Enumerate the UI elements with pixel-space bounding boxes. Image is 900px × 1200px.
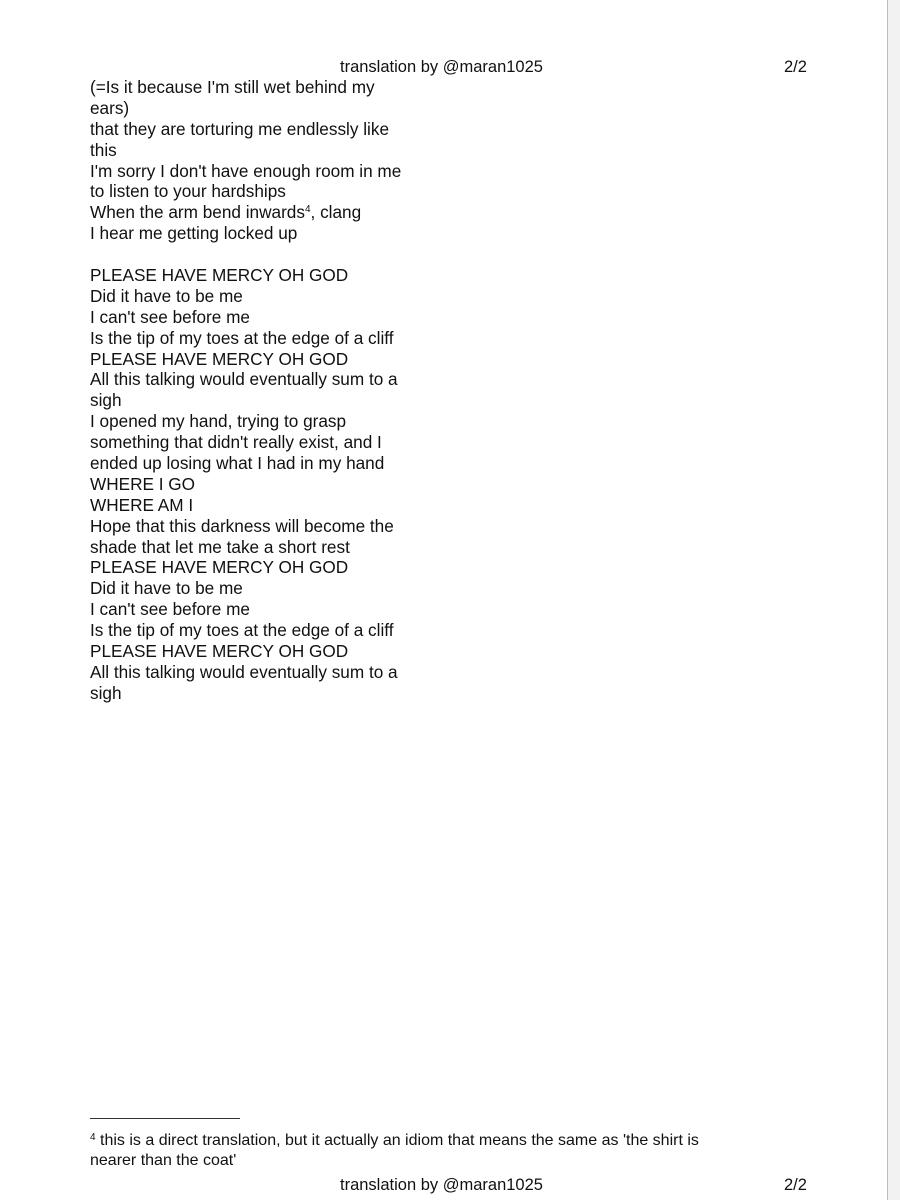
lyric-line — [90, 411, 430, 432]
lyric-text: PLEASE HAVE MERCY OH GOD — [90, 265, 349, 286]
lyric-text: that they are torturing me endlessly like — [90, 118, 390, 139]
header-credit: translation by @maran1025 — [340, 58, 543, 76]
lyric-line — [90, 307, 430, 328]
lyric-line — [90, 181, 430, 202]
lyric-line — [90, 641, 430, 662]
lyric-line — [90, 683, 430, 704]
lyric-text: sigh — [90, 682, 122, 703]
lyric-text: ended up losing what I had in my hand — [90, 453, 385, 474]
footnote-divider — [90, 1118, 240, 1119]
lyric-line — [90, 432, 430, 453]
lyric-text: shade that let me take a short rest — [90, 536, 350, 557]
lyric-line — [90, 453, 430, 474]
lyric-line — [90, 140, 430, 161]
lyric-line — [90, 390, 430, 411]
lyric-line — [90, 516, 430, 537]
lyric-text: Did it have to be me — [90, 578, 243, 599]
footnote-reference: 4 — [304, 204, 311, 216]
lyric-text: I'm sorry I don't have enough room in me — [90, 160, 402, 181]
lyric-line — [90, 265, 430, 286]
lyric-text-continued: , clang — [310, 202, 362, 223]
lyric-line — [90, 161, 430, 182]
header-page-number: 2/2 — [784, 58, 807, 76]
lyric-line — [90, 557, 430, 578]
lyric-line — [90, 495, 430, 516]
footnote-line: nearer than the coat' — [90, 1152, 237, 1169]
lyric-text: (=Is it because I'm still wet behind my — [90, 77, 375, 97]
lyric-line — [90, 369, 430, 390]
lyric-text: Hope that this darkness will become the — [90, 515, 394, 536]
lyric-line — [90, 202, 430, 223]
lyric-line — [90, 474, 430, 495]
lyric-text: Is the tip of my toes at the edge of a cliff — [90, 327, 394, 348]
lyric-text: PLEASE HAVE MERCY OH GOD — [90, 557, 349, 578]
lyric-line — [90, 328, 430, 349]
footer-credit: translation by @maran1025 — [340, 1176, 543, 1194]
lyric-line — [90, 620, 430, 641]
lyric-text: When the arm bend inwards — [90, 202, 305, 223]
lyric-line — [90, 537, 430, 558]
lyric-text: PLEASE HAVE MERCY OH GOD — [90, 641, 349, 662]
lyric-line — [90, 223, 430, 244]
lyric-text: PLEASE HAVE MERCY OH GOD — [90, 348, 349, 369]
lyrics-body — [90, 77, 430, 704]
lyric-text: WHERE AM I — [90, 494, 194, 515]
lyric-text: I opened my hand, trying to grasp — [90, 411, 347, 432]
footer-page-number: 2/2 — [784, 1176, 807, 1194]
lyric-line — [90, 77, 430, 98]
lyric-text: I hear me getting locked up — [90, 223, 298, 244]
lyric-line — [90, 349, 430, 370]
lyric-line — [90, 599, 430, 620]
footnote-marker: 4 — [90, 1132, 96, 1143]
lyric-line — [90, 98, 430, 119]
lyric-text: All this talking would eventually sum to a — [90, 661, 398, 682]
lyric-text: Is the tip of my toes at the edge of a cliff — [90, 620, 394, 641]
lyric-text: Did it have to be me — [90, 285, 243, 306]
lyric-text: ears) — [90, 97, 130, 118]
lyric-text: All this talking would eventually sum to a — [90, 369, 398, 390]
viewer-gutter — [888, 0, 900, 1200]
lyric-text: something that didn't really exist, and I — [90, 432, 382, 453]
lyric-text: I can't see before me — [90, 306, 250, 327]
lyric-line — [90, 119, 430, 140]
lyric-line — [90, 286, 430, 307]
lyric-text: I can't see before me — [90, 599, 250, 620]
lyric-line — [90, 578, 430, 599]
lyric-text: to listen to your hardships — [90, 181, 286, 202]
lyric-line — [90, 662, 430, 683]
lyric-text: WHERE I GO — [90, 473, 196, 494]
footnote — [90, 1131, 810, 1171]
lyric-text: this — [90, 139, 117, 160]
stanza-break — [90, 244, 430, 265]
footnote-line: this is a direct translation, but it actually an idiom that means the same as 'the shirt is — [100, 1132, 699, 1149]
lyric-text: sigh — [90, 390, 122, 411]
